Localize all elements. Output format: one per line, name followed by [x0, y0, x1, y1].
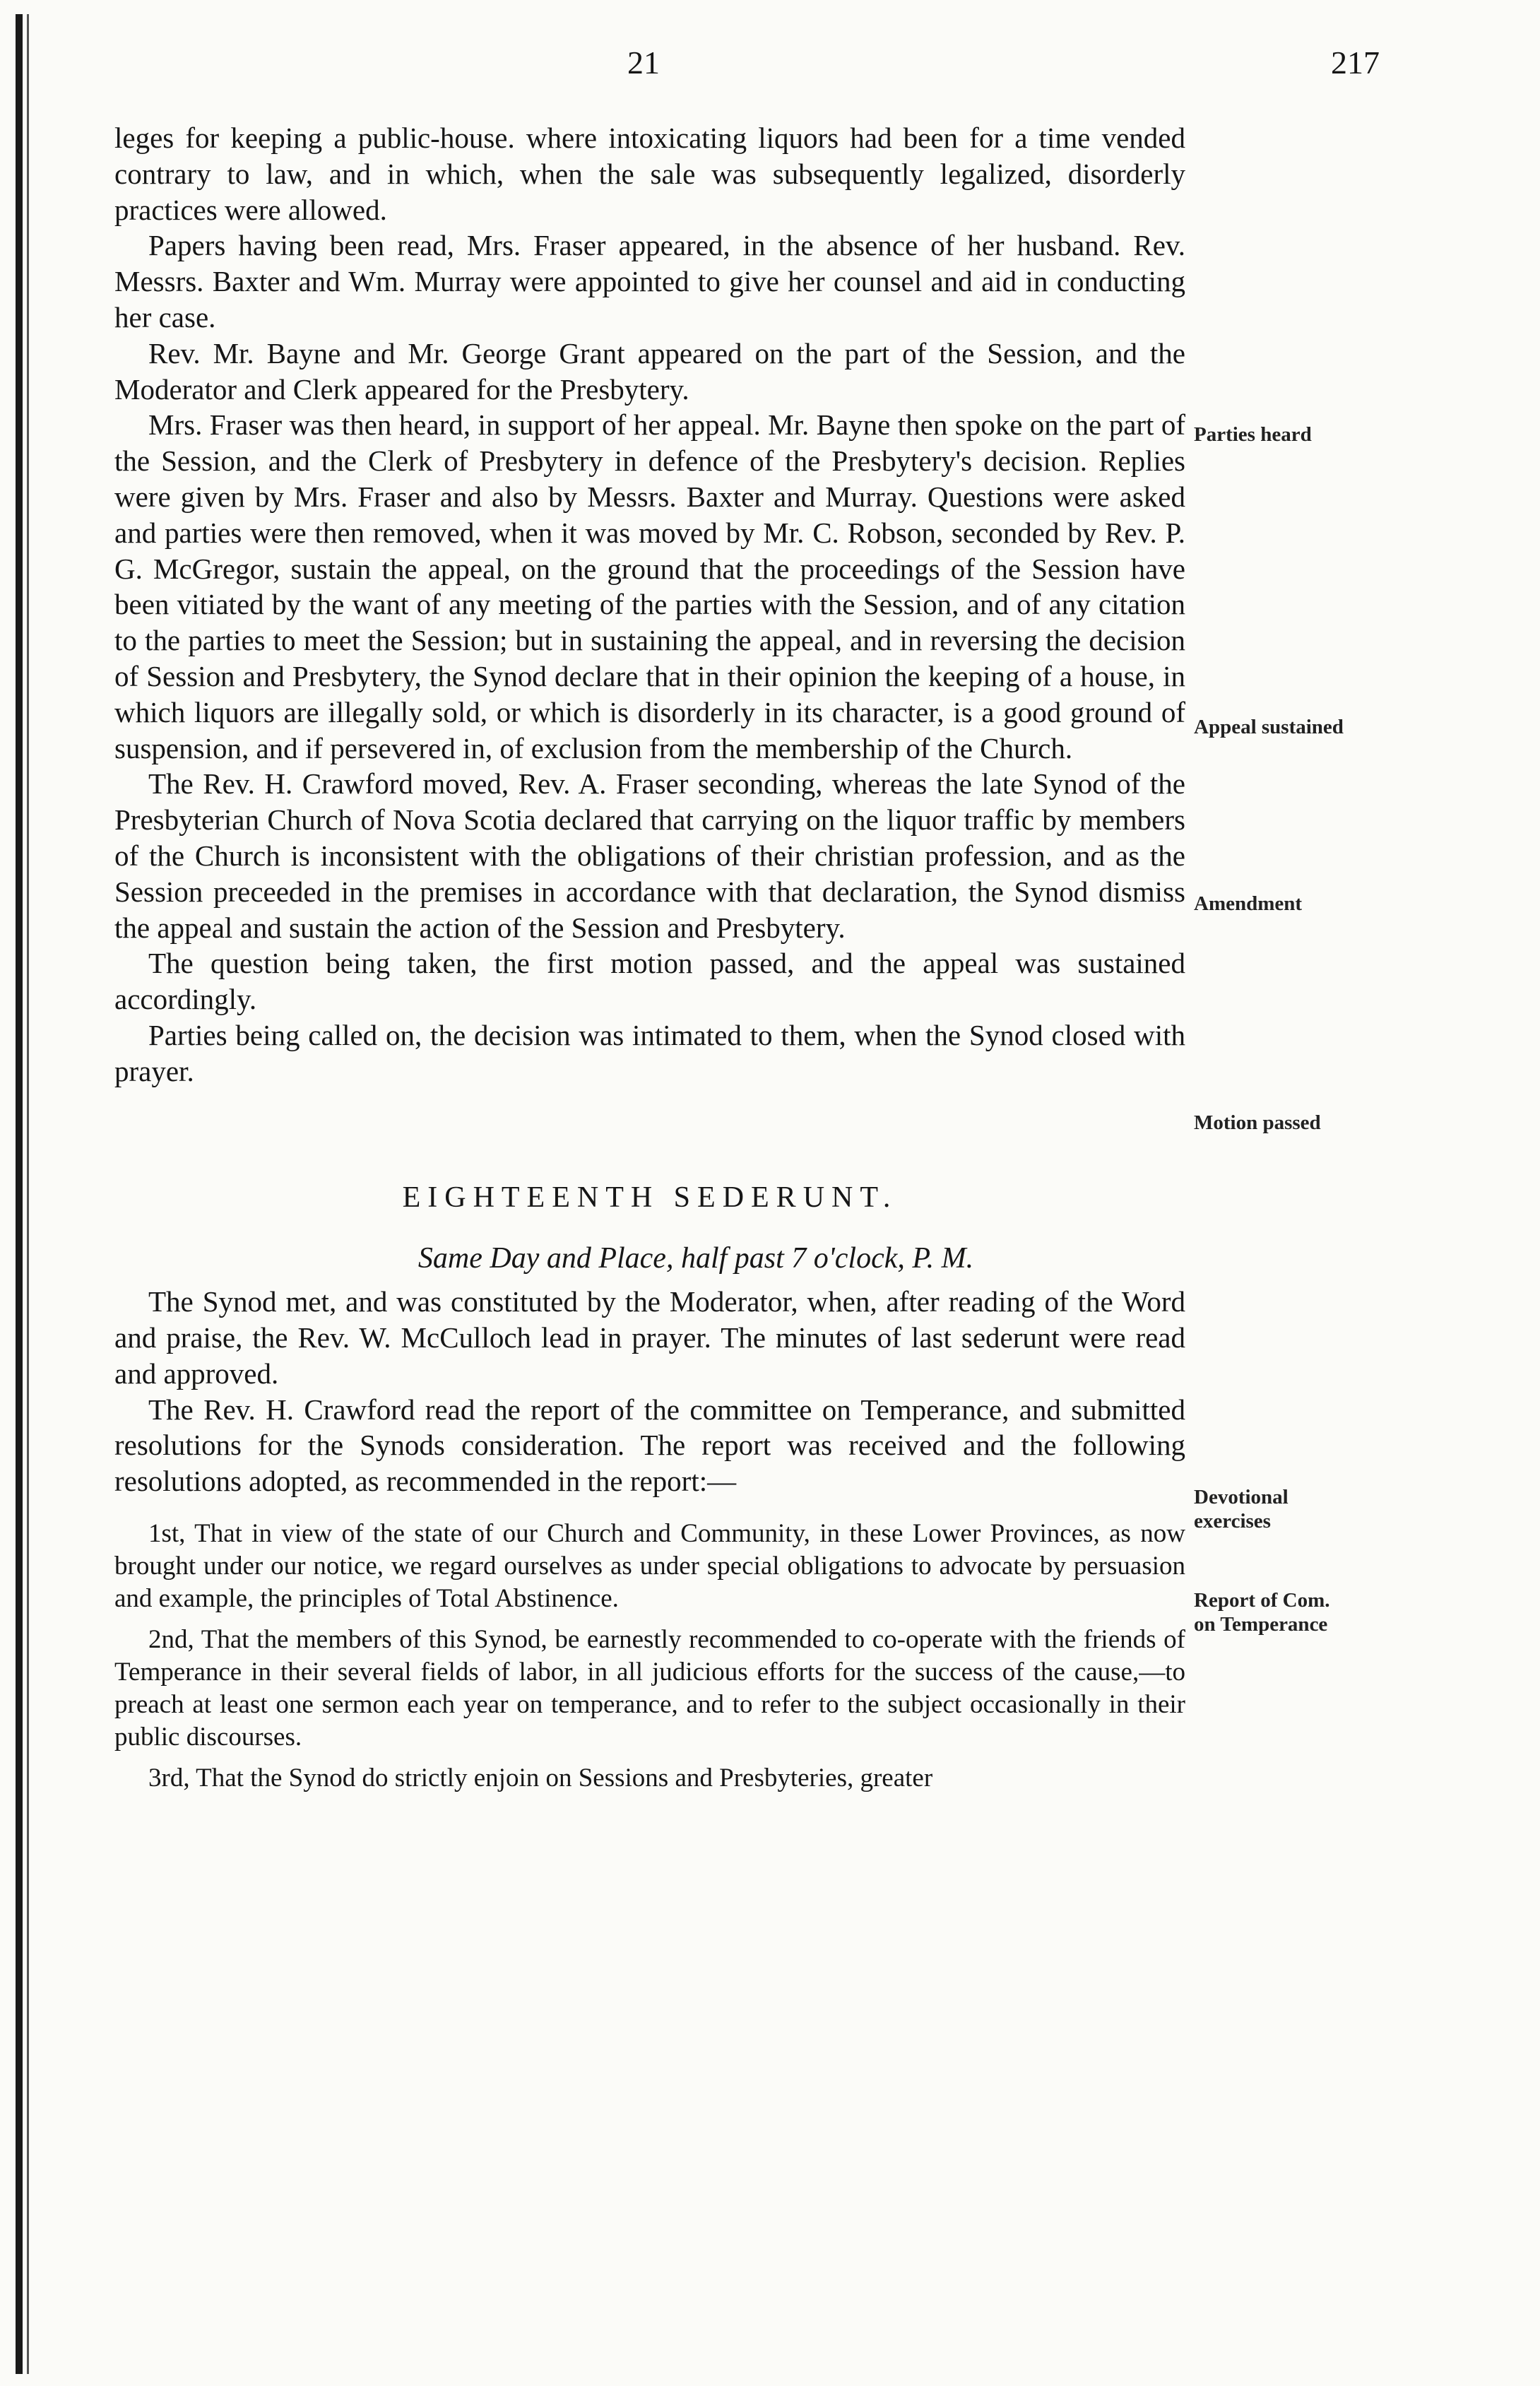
- section-heading: EIGHTEENTH SEDERUNT.: [402, 1181, 898, 1214]
- margin-note-report-temperance: Report of Com. on Temperance: [1194, 1589, 1330, 1636]
- resolution: 2nd, That the members of this Synod, be earnestly recommended to co-operate with the friends of Temperance in their several fields of labor, in all judicious efforts for the success of the cause,—to preach at least one sermon each year on temperance, and to refer to the subject occasionally in their public discourses.: [114, 1624, 1185, 1752]
- dateline: Same Day and Place, half past 7 o'clock, P. M.: [417, 1242, 974, 1275]
- paragraph: The Rev. H. Crawford moved, Rev. A. Fraser seconding, whereas the late Synod of the Presbyterian Church of Nova Scotia declared that carrying on the liquor traffic by members of the Church is inconsistent with the obligations of their christian profession, and as the Session preceeded in the premises in accordance with that declaration, the Synod dismiss the appeal and sustain the action of the Session and Presbytery.: [114, 767, 1185, 944]
- paragraph: The question being taken, the first motion passed, and the appeal was sustained accordingly.: [114, 947, 1185, 1016]
- paragraph: leges for keeping a public-house. where intoxicating liquors had been for a time vended contrary to law, and in which, when the sale was subsequently legalized, disorderly practices were allowed.: [114, 122, 1185, 226]
- margin-note-amendment: Amendment: [1194, 892, 1303, 915]
- page-edge-shadow: [16, 14, 23, 2374]
- resolution: 1st, That in view of the state of our Church and Community, in these Lower Provinces, as now brought under our notice, we regard ourselves as under special obligations to advocate by persuasion and example, the principles of Total Abstinence.: [114, 1518, 1185, 1613]
- body-text: [114, 120, 1185, 1795]
- margin-note-devotional: Devotional exercises: [1194, 1486, 1289, 1532]
- page-number-right: 217: [1331, 45, 1380, 81]
- margin-note-parties-heard: Parties heard: [1194, 423, 1312, 446]
- paragraph: Mrs. Fraser was then heard, in support of her appeal. Mr. Bayne then spoke on the part of the Session, and the Clerk of Presbytery in defence of the Presbytery's decision. Replies were given by Mrs. Fraser and also by Messrs. Baxter and Murray. Questions were asked and parties were then removed, when it was moved by Mr. C. Robson, seconded by Rev. P. G. McGregor, sustain the appeal, on the ground that the proceedings of the Session have been vitiated by the want of any meeting of the parties with the Session, and of any citation to the parties to meet the Session; but in sustaining the appeal, and in reversing the decision of Session and Presbytery, the Synod declare that in their opinion the keeping of a house, in which liquors are illegally sold, or which is disorderly in its character, is a good ground of suspension, and if persevered in, of exclusion from the membership of the Church.: [114, 408, 1185, 764]
- paragraph: Papers having been read, Mrs. Fraser appeared, in the absence of her husband. Rev. Messrs. Baxter and Wm. Murray were appointed to give her counsel and aid in conducting her case.: [114, 229, 1185, 333]
- margin-note-motion-passed: Motion passed: [1194, 1111, 1321, 1134]
- page-edge-line: [27, 14, 29, 2374]
- paragraph: Parties being called on, the decision was intimated to them, when the Synod closed with prayer.: [114, 1018, 1185, 1087]
- paragraph: Rev. Mr. Bayne and Mr. George Grant appeared on the part of the Session, and the Moderator and Clerk appeared for the Presbytery.: [114, 336, 1185, 406]
- paragraph: The Synod met, and was constituted by the Moderator, when, after reading of the Word and praise, the Rev. W. McCulloch lead in prayer. The minutes of last sederunt were read and approved.: [114, 1285, 1185, 1390]
- margin-note-appeal-sustained: Appeal sustained: [1194, 716, 1344, 738]
- resolution: 3rd, That the Synod do strictly enjoin on Sessions and Presbyteries, greater: [148, 1763, 933, 1793]
- paragraph: The Rev. H. Crawford read the report of the committee on Temperance, and submitted resolutions for the Synods consideration. The report was received and the following resolutions adopted, as recommended in the report:—: [114, 1393, 1185, 1498]
- page-number-left: 21: [627, 45, 660, 81]
